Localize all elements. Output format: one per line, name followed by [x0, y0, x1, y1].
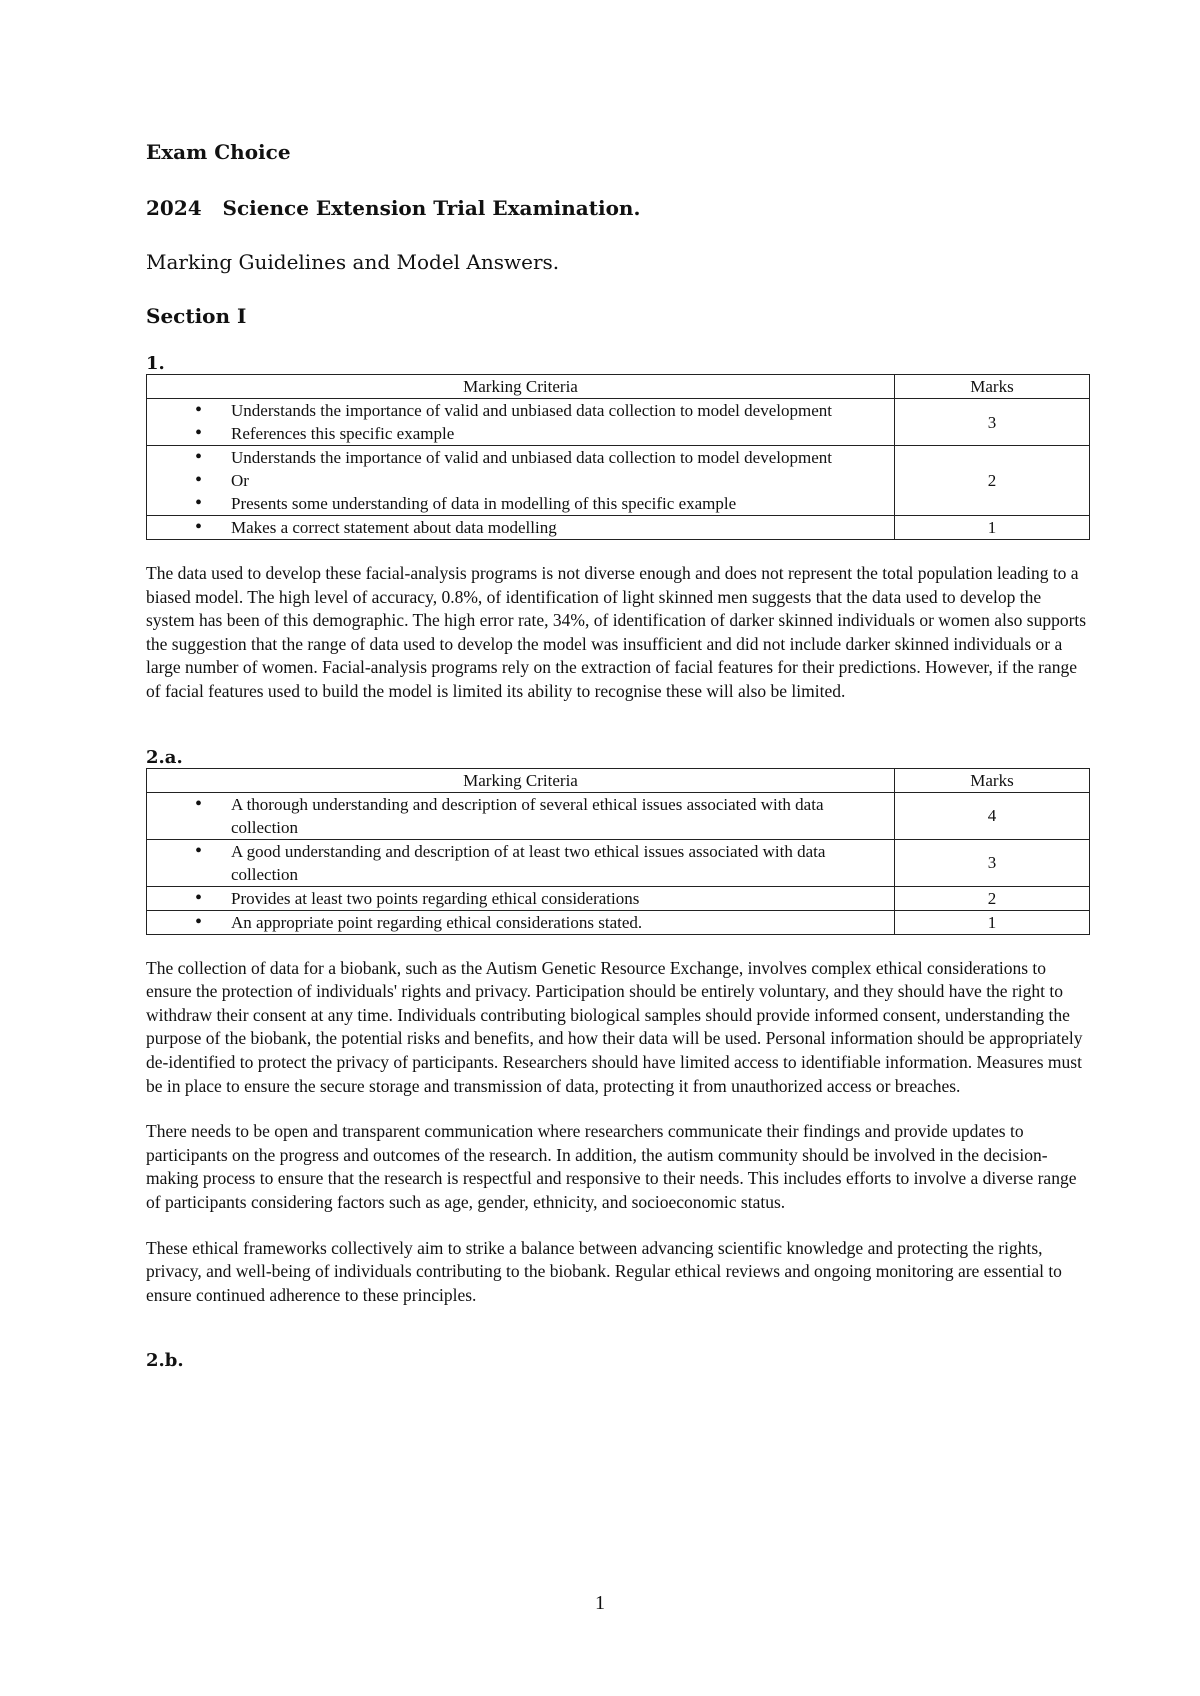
- marks-cell: 2: [895, 446, 1090, 516]
- table-row: [147, 886, 1090, 910]
- exam-choice-heading: Exam Choice: [146, 140, 291, 164]
- marks-column-header: Marks: [895, 768, 1090, 792]
- criteria-item: • Understands the importance of valid and unbiased data collection to model development: [151, 399, 890, 422]
- criteria-item: • Provides at least two points regarding ethical considerations: [151, 887, 890, 910]
- criteria-item: • Or: [151, 469, 890, 492]
- criteria-item: • A thorough understanding and description of several ethical issues associated with data collection: [151, 793, 890, 839]
- table-row: [147, 516, 1090, 540]
- table-row: [147, 446, 1090, 516]
- question-1-criteria-table: [146, 374, 1090, 540]
- section-heading: Section I: [146, 304, 247, 328]
- criteria-cell: [147, 399, 895, 446]
- document-page: [146, 140, 1090, 1371]
- criteria-cell: [147, 446, 895, 516]
- marks-column-header: Marks: [895, 375, 1090, 399]
- criteria-cell: [147, 839, 895, 886]
- marks-cell: 4: [895, 792, 1090, 839]
- table-row: [147, 910, 1090, 934]
- marks-cell: 1: [895, 910, 1090, 934]
- criteria-item: • Understands the importance of valid and unbiased data collection to model development: [151, 446, 890, 469]
- guidelines-heading: Marking Guidelines and Model Answers.: [146, 250, 560, 274]
- criteria-cell: [147, 886, 895, 910]
- table-row: [147, 839, 1090, 886]
- marks-cell: 2: [895, 886, 1090, 910]
- criteria-column-header: Marking Criteria: [147, 768, 895, 792]
- question-2a-answer-paragraph-1: The collection of data for a biobank, such as the Autism Genetic Resource Exchange, involves complex ethical considerations to ensure the protection of individuals' rights and privacy. Participation should be entirely voluntary, and they should have the right to withdraw their consent at any time. Individuals contributing biological samples should provide informed consent, understanding the purpose of the biobank, the potential risks and benefits, and how their data will be used. Personal information should be appropriately de-identified to protect the privacy of participants. Researchers should have limited access to identifiable information. Measures must be in place to ensure the secure storage and transmission of data, protecting it from unauthorized access or breaches.: [146, 957, 1083, 1096]
- criteria-item: • Makes a correct statement about data modelling: [151, 516, 890, 539]
- question-2b-label: 2.b.: [146, 1350, 184, 1372]
- table-header-row: [147, 768, 1090, 792]
- criteria-item: • An appropriate point regarding ethical considerations stated.: [151, 911, 890, 934]
- question-2a-answer-paragraph-3: These ethical frameworks collectively aim to strike a balance between advancing scientific knowledge and protecting the rights, privacy, and well-being of individuals contributing to the biobank. Regular ethical reviews and ongoing monitoring are essential to ensure continued adherence to these principles.: [146, 1237, 1062, 1305]
- question-2a-criteria-table: [146, 768, 1090, 935]
- page-number: 1: [595, 1592, 605, 1614]
- criteria-cell: [147, 792, 895, 839]
- table-header-row: [147, 375, 1090, 399]
- criteria-cell: [147, 516, 895, 540]
- question-2a-answer-paragraph-2: There needs to be open and transparent communication where researchers communicate their findings and provide updates to participants on the progress and outcomes of the research. In addition, the autism community should be involved in the decision-making process to ensure that the research is respectful and responsive to their needs. This includes efforts to involve a diverse range of participants considering factors such as age, gender, ethnicity, and socioeconomic status.: [146, 1121, 1077, 1212]
- marks-cell: 1: [895, 516, 1090, 540]
- marks-cell: 3: [895, 399, 1090, 446]
- question-1-answer: The data used to develop these facial-analysis programs is not diverse enough and does not represent the total population leading to a biased model. The high level of accuracy, 0.8%, of identification of light skinned men suggests that the data used to develop the system has been of this demographic. The high error rate, 34%, of identification of darker skinned individuals or women also supports the suggestion that the range of data used to develop the model was insufficient and did not include darker skinned individuals or a large number of women. Facial-analysis programs rely on the extraction of facial features for their predictions. However, if the range of facial features used to build the model is limited its ability to recognise these will also be limited.: [146, 563, 1087, 701]
- criteria-item: • A good understanding and description of at least two ethical issues associated with data collection: [151, 840, 890, 886]
- question-2a-label: 2.a.: [146, 746, 183, 768]
- criteria-column-header: Marking Criteria: [147, 375, 895, 399]
- criteria-cell: [147, 910, 895, 934]
- criteria-item: • Presents some understanding of data in modelling of this specific example: [151, 492, 890, 515]
- exam-title-heading: 2024 Science Extension Trial Examination.: [146, 196, 641, 220]
- question-1-label: 1.: [146, 353, 165, 374]
- table-row: [147, 792, 1090, 839]
- criteria-item: • References this specific example: [151, 422, 890, 445]
- marks-cell: 3: [895, 839, 1090, 886]
- table-row: [147, 399, 1090, 446]
